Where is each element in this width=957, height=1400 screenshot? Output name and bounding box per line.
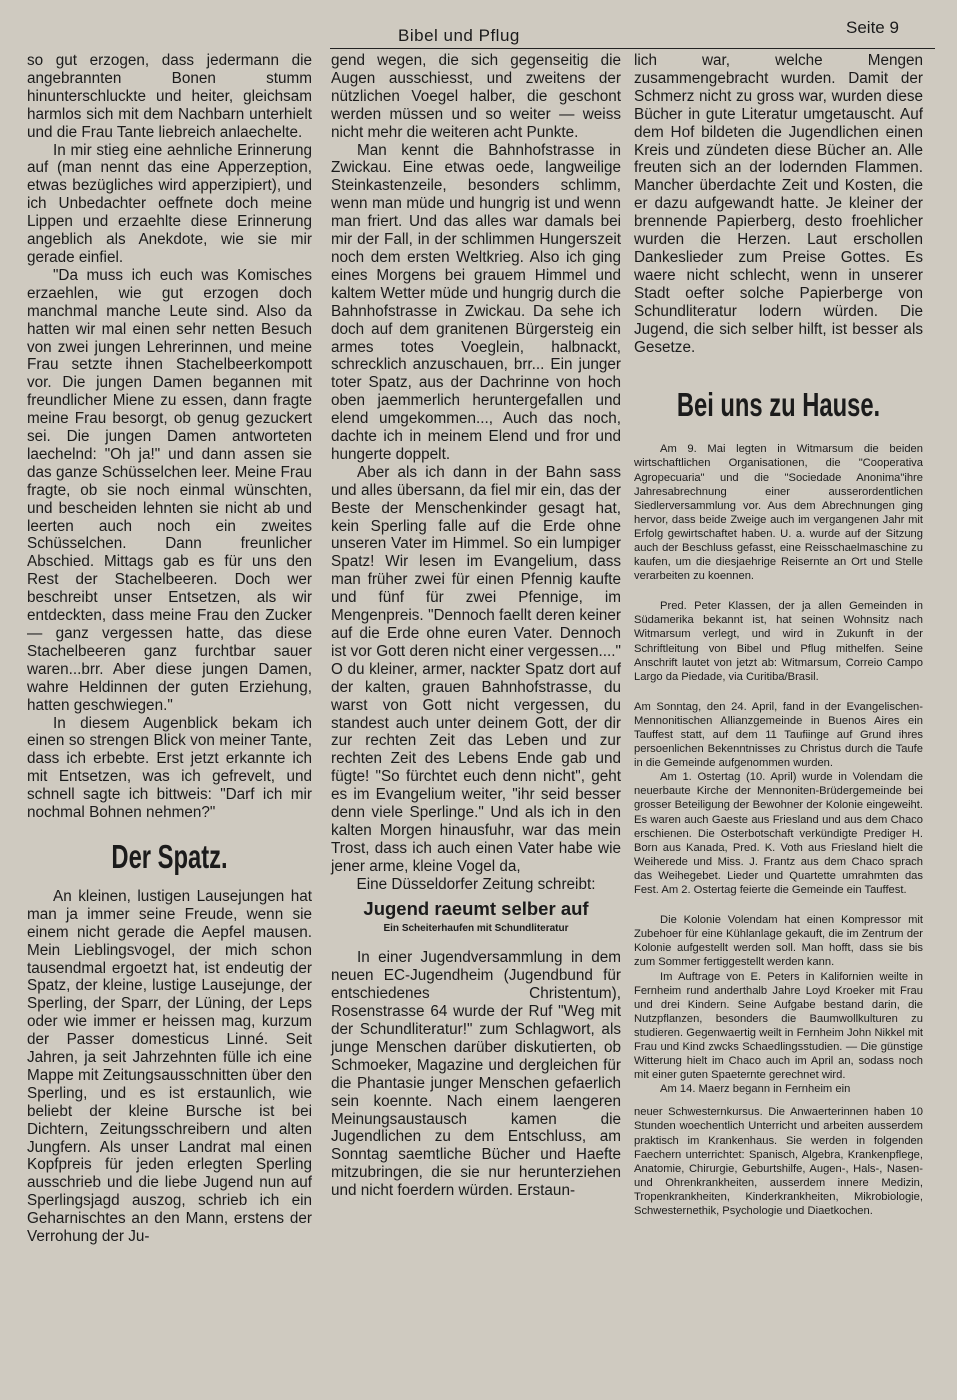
news-section — [634, 442, 923, 1218]
page-number: Seite 9 — [846, 18, 899, 37]
spacer — [634, 897, 923, 913]
paragraph: In diesem Augenblick bekam ich einen so strengen Blick von meiner Tante, dass ich erbebte. Erst jetzt erkannte ich mit Entsetzen, was ich gefrevelt, und schnell sagte ich bittweis: "Darf ich mir nochmal Bohnen nehmen?" — [27, 714, 312, 822]
paragraph: gend wegen, die sich gegenseitig die Augen ausschiesst, und zweitens der nützlichen Voegel halber, die geschont werden müssen und so weiter — weiss nicht mehr die weiteren acht Punkte. — [331, 52, 621, 141]
news-item: Am 9. Mai legten in Witmarsum die beiden wirtschaftlichen Organisationen, die "Cooperativa Agropecuaria" und die "Sociedade Anonima"ihre Jahresabrechnung einer ausserordentlichen Siedlerversammlung vor. Aus dem Abrechnungen ging hervor, dass beide Zweige auch im vergangenen Jahr mit Erfolg gewirtschaftet haben. U. a. wurde auf der Sitzung auch der Beschluss gefasst, eine Reisschaelmaschine zu kaufen, um die diesjaehrige Reisernte an Ort und Stelle verarbeiten zu koennen. — [634, 443, 923, 583]
paragraph: so gut erzogen, dass jedermann die angebrannten Bonen stumm hinunterschluckte und heiter, gleichsam harmlos sich mit dem Nachbarn unterhielt und die Frau Tante liebreich anlaechelte. — [27, 52, 312, 141]
news-item: Am 14. Maerz begann in Fernheim ein — [660, 1083, 851, 1096]
news-item: Die Kolonie Volendam hat einen Kompressor mit Zubehoer für eine Kühlanlage gekauft, die im Zentrum der Kolonie aufgestellt werden soll. Man hofft, dass sie bis zum Sommer fertiggestellt werden kann. — [634, 914, 923, 969]
paragraph: "Da muss ich euch was Komisches erzaehlen, wie gut erzogen doch manchmal manche Leute sind. Also da hatten wir mal einen sehr netten Besuch von zwei jungen Lehrerinnen, und meine Frau setzte ihnen Stachelbeerkompott vor. Die jungen Damen begannen mit freundlicher Miene zu essen, dann fragte meine Frau besorgt, ob genug gezuckert sei. Die jungen Damen antworteten laechelnd: "Oh ja!" und dann assen sie das ganze Schüsselchen leer. Meine Frau fragte, ob sie noch einmal wünschten, und bescheiden lehnten sie nicht ab und leerten auch noch ein zweites Schüsselchen. Dann freunlicher Abschied. Mittags gab es für uns den Rest der Stachelbeeren. Doch wer beschreibt unser Entsetzen, als wir entdeckten, dass meine Frau den Zucker — ganz vergessen hatte, das diese Stachelbeeren ganz furchtbar sauer waren...brr. Aber diese jungen Damen, wahre Heldinnen der guten Erziehung, hatten geschwiegen." — [27, 266, 312, 714]
article-heading-der-spatz: Der Spatz. — [111, 837, 228, 875]
paragraph: lich war, welche Mengen zusammengebracht wurden. Damit der Schmerz nicht zu gross war, wurden diese Bücher in gute Literatur umgetauscht. Auf dem Hof bildeten die Jugendlichen einen Kreis und zündeten diese Bücher an. Alle freuten sich an der lodernden Flammen. Mancher überdachte Zeit und Kosten, die er dazu aufgewandt hatte. Je kleiner der brennende Papierberg, desto froehlicher wurden die Herzen. Laut erschollen Dankeslieder zum Preise Gottes. Es waere nicht schlecht, wenn in unserer Stadt oefter solche Papierberge von Schundliteratur lodern würden. Die Jugend, die sich selber hilft, ist besser als Gesetze. — [634, 52, 923, 356]
column-1 — [27, 52, 312, 1246]
column-2 — [331, 52, 621, 1200]
periodical-title: Bibel und Pflug — [398, 26, 520, 45]
section-heading-bei-uns-zu-hause: Bei uns zu Hause. — [676, 386, 881, 424]
article-heading-jugend: Jugend raeumt selber auf — [363, 897, 589, 919]
page-header — [0, 0, 957, 50]
article-subheading: Ein Scheiterhaufen mit Schundliteratur — [383, 922, 569, 934]
news-item: Am Sonntag, den 24. April, fand in der Evangelischen-Mennonitischen Allianzgemeinde in Buenos Aires ein Tauffest statt, auf dem 11 Taufiinge auf Grund ihres persoenlichen Bekenntnisses zu Christus durch die Taufe in die Gemeinde aufgenommen wurden. — [634, 700, 923, 770]
paragraph: An kleinen, lustigen Lausejungen hat man ja immer seine Freude, wenn sie einem nicht gerade die Aepfel mausen. Mein Lieblingsvogel, der mich schon tausendmal ergoetzt hat, ist endeutig der Spatz, der kleine, lustige Lausejunge, der Sperling, der Sparr, der Lüning, der Leps oder wie immer er heissen mag, kurzum der Passer domesticus Linné. Seit Jahren, ja seit Jahrzehnten fülle ich eine Mappe mit Zeitungsausschnitten über den Sperling, und es ist erstaunlich, wie beliebt der kleine Bursche ist bei Dichtern, Zeitungsschreibern und alten Jungfern. Als unser Landrat mal einen Kopfpreis für jeden erlegten Sperling ausschrieb und die liebe Jugend nun auf Sperlingsjagd auszog, schrieb ich ein Geharnischtes an den Mann, erstens der Verrohung der Ju- — [27, 887, 312, 1246]
paragraph: Aber als ich dann in der Bahn sass und alles übersann, da fiel mir ein, das der Beste der Menschenkinder gesagt hat, kein Sperling falle auf die Erde ohne unseren Vater im Himmel. So ein lumpiger Spatz! Wir lesen im Evangelium, dass man früher zwei für einen Pfennig kaufte und fünf für zwei Pfennige, im Mengenpreis. "Dennoch faellt deren keiner auf die Erde ohne euren Vater. Dennoch ist vor Gott deren nicht einer vergessen...." O du kleiner, armer, nackter Spatz dort auf der kalten, grauen Bahnhofstrasse, du warst von Gott nicht vergessen, du standest auch unter deinem Gott, der dir zur rechten Zeit das Leben und zur rechten Zeit des Lebens Ende gab und fügte! "So fürchtet euch denn nicht", geht es im Evangelium weiter, "ihr seid besser denn viele Sperlinge." Und als ich in den kalten Morgen hinausfuhr, war das mein Trost, dass ich auch einen Vater habe wie jener arme, kleine Vogel da, — [331, 463, 621, 875]
news-item: neuer Schwesternkursus. Die Anwaerterinnen haben 10 Stunden woechentlich Unterricht und arbeiten ausserdem praktisch im Krankenhaus. Sie werden in folgenden Faechern unterrichtet: Spanisch, Algebra, Krankenpflege, Anatomie, Chirurgie, Geburtshilfe, Augen-, Hals-, Nasen- und Ohrenkrankheiten, ausserdem innere Medizin, Tropenkrankheiten, Kinderkrankheiten, Mikrobiologie, Schwesternethik, Psychologie und Diaetkochen. — [634, 1106, 923, 1217]
paragraph: Man kennt die Bahnhofstrasse in Zwickau. Eine etwas oede, langweilige Steinkastenzeile, besonders schlimm, wenn man müde und hungrig ist und wenn man friert. Und das alles war damals bei mir der Fall, in der schlimmen Hungerszeit noch dem ersten Weltkrieg. Also ich ging eines Morgens bei grauem Himmel und kaltem Wetter müde und hungrig durch die Bahnhofstrasse in Zwickau. Da sehe ich doch auf dem granitenen Bürgersteig ein armes totes Voeglein, halbnackt, schrecklich anzuschauen, brr... Ein junger toter Spatz, aus der Dachrinne von hoch oben jaemmerlich heruntergefallen und elend umgekommen..., Auch das noch, dachte ich in meinem Elend und fror und hungerte doppelt. — [331, 141, 621, 463]
article-intro: Eine Düsseldorfer Zeitung schreibt: — [356, 875, 596, 893]
column-3 — [634, 52, 923, 1218]
news-item: Pred. Peter Klassen, der ja allen Gemeinden in Südamerika bekannt ist, hat seinen Wohnsitz nach Witmarsum verlegt, und wird in Zukunft in der Schriftleitung von Bibel und Pflug mithelfen. Seine Anschrift lautet von jetzt ab: Witmarsum, Correio Campo Largo da Piedade, via Curitiba/Brasil. — [634, 600, 923, 683]
spacer — [634, 684, 923, 700]
news-item: Am 1. Ostertag (10. April) wurde in Volendam die neuerbaute Kirche der Mennoniten-Brüdergemeinde bei grosser Beteiligung der Bewohner der Kolonie eingeweiht. Es waren auch Gaeste aus Friesland und aus dem Chaco erschienen. Die Osterbotschaft verkündigte Prediger H. Born aus Kanada, Pred. K. Voth aus Friesland hielt die Weiherede und Miss. J. Frantz aus dem Chaco sprach das Weihegebet. Lieder und Quartette umrahmten das Fest. Am 2. Ostertag feierte die Gemeinde ein Tauffest. — [634, 771, 923, 897]
news-item: Im Auftrage von E. Peters in Kalifornien weilte in Fernheim rund anderthalb Jahre Loyd Kroeker mit Frau und drei Kindern. Seine Aufgabe bestand darin, die Nutzpflanzen, besonders die Baumwollkulturen zu studieren. Gegenwaertig weilt in Fernheim John Nikkel mit Frau und Kind zwcks Schaedlingsstudien. — Die günstige Witterung hielt im Chaco auch im April an, sodass noch mit einer guten Spaeternte gerechnet wird. — [634, 970, 923, 1082]
paragraph: In einer Jugendversammlung in dem neuen EC-Jugendheim (Jugendbund für entschiedenes Christentum), Rosenstrasse 64 wurde der Ruf "Weg mit der Schundliteratur!" zum Schlagwort, als junge Menschen darüber diskutierten, ob Schmoeker, Magazine und dergleichen für die Phantasie junger Menschen gefaerlich sein koennte. Nach einem laengeren Meinungsaustausch kamen die Jugendlichen zu dem Entschluss, am Sonntag saemtliche Bücher und Haefte mitzubringen, die sie nur herunterziehen und nicht foerdern würden. Erstaun- — [331, 949, 621, 1200]
spacer — [634, 1096, 923, 1105]
spacer — [634, 583, 923, 599]
paragraph: In mir stieg eine aehnliche Erinnerung auf (man nennt das eine Apperzeption, etwas bezügliches wird apperzipiert), und ich Unbedachter oeffnete doch meine Lippen und erzaehlte diese Erinnerung angeblich als Anekdote, wie sie mir gerade einfiel. — [27, 141, 312, 266]
header-rule — [330, 48, 935, 49]
